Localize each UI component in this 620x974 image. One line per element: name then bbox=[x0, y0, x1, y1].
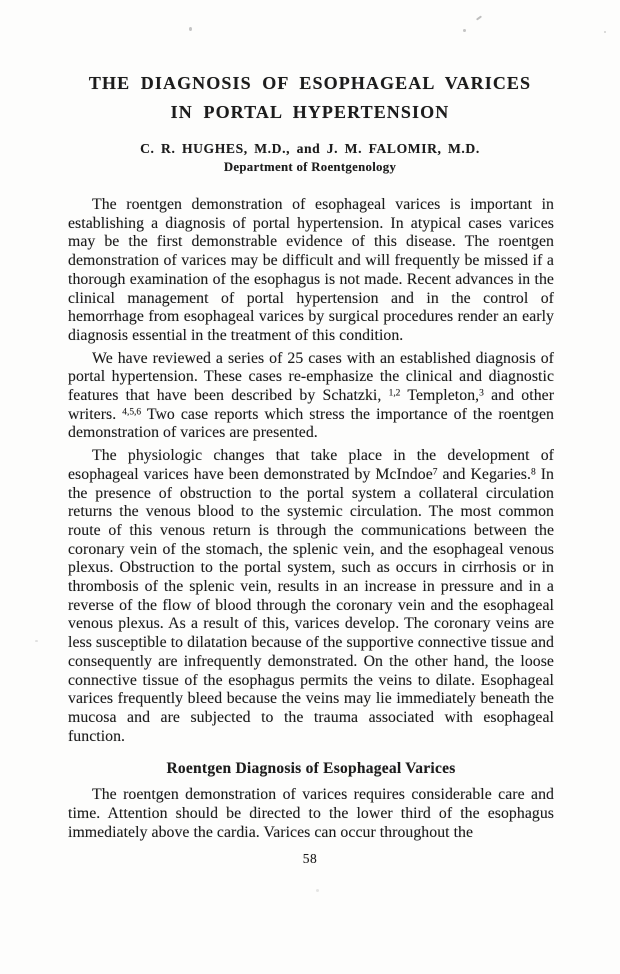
citation-superscript: 4,5,6 bbox=[122, 407, 142, 417]
scan-speck bbox=[189, 27, 192, 31]
scan-speck bbox=[463, 29, 466, 32]
paragraph: We have reviewed a series of 25 cases with an established diagnosis of portal hypertension. These cases re-emphasize the clinical and diagnostic features that have been described by Schatzki, $^{1,2}$ Templeton,$^3$ and other writers. $^{4,5,6}$ Two case reports which stress the importance of the roentgen demonstration of varices are presented. bbox=[68, 349, 555, 442]
article-title bbox=[0, 69, 620, 127]
citation-superscript: 7 bbox=[432, 467, 438, 478]
citation-superscript: 8 bbox=[531, 467, 536, 478]
department-line: Department of Roentgenology bbox=[223, 160, 397, 174]
scan-speck bbox=[604, 31, 606, 33]
article-body bbox=[68, 196, 554, 842]
paragraph: The roentgen demonstration of esophageal varices is important in establishing a diagnosis of portal hypertension. In atypical cases varices may be the first demonstrable evidence of this disease. The roentgen demonstration of varices may be difficult and will frequently be missed if a thorough examination of the esophagus is not made. Recent advances in the clinical management of portal hypertension and in the control of hemorrhage from esophageal varices by surgical procedures render an early diagnosis essential in the treatment of this condition. bbox=[68, 196, 554, 344]
authors-byline: C. R. HUGHES, M.D., and J. M. FALOMIR, M.D. bbox=[140, 141, 480, 156]
paragraph: The physiologic changes that take place in the development of esophageal varices have been demonstrated by McIndoe$^7$ and Kegaries.$^8$ In the presence of obstruction to the portal system a collateral circulation returns the venous blood to the systemic circulation. The most common route of this venous return is through the communications between the coronary vein of the stomach, the splenic vein, and the esophageal venous plexus. Obstruction to the portal system, such as occurs in cirrhosis or in thrombosis of the splenic vein, results in an increase in pressure and in a reverse of the flow of blood through the coronary vein and the esophageal venous plexus. As a result of this, varices develop. The coronary veins are less susceptible to dilatation because of the supportive connective tissue and consequently are infrequently demonstrated. On the other hand, the loose connective tissue of the esophagus permits the veins to dilate. Esophageal varices frequently bleed because the veins may lie immediately beneath the mucosa and are subjected to the trauma associated with esophageal function. bbox=[68, 447, 554, 745]
intro-section bbox=[68, 196, 554, 746]
scan-speck bbox=[476, 15, 482, 20]
section-heading: Roentgen Diagnosis of Esophageal Varices bbox=[166, 760, 456, 778]
roentgen-diagnosis-section bbox=[68, 786, 554, 842]
paragraph: The roentgen demonstration of varices requires considerable care and time. Attention should be directed to the lower third of the esophagus immediately above the cardia. Varices can occur throughout the bbox=[68, 786, 554, 841]
scan-speck bbox=[316, 889, 319, 892]
scan-speck bbox=[35, 640, 38, 642]
title-line-1: THE DIAGNOSIS OF ESOPHAGEAL VARICES bbox=[88, 73, 532, 93]
citation-superscript: 3 bbox=[479, 388, 484, 399]
page-number: 58 bbox=[302, 851, 318, 866]
title-line-2: IN PORTAL HYPERTENSION bbox=[170, 102, 450, 122]
citation-superscript: 1,2 bbox=[388, 388, 401, 399]
